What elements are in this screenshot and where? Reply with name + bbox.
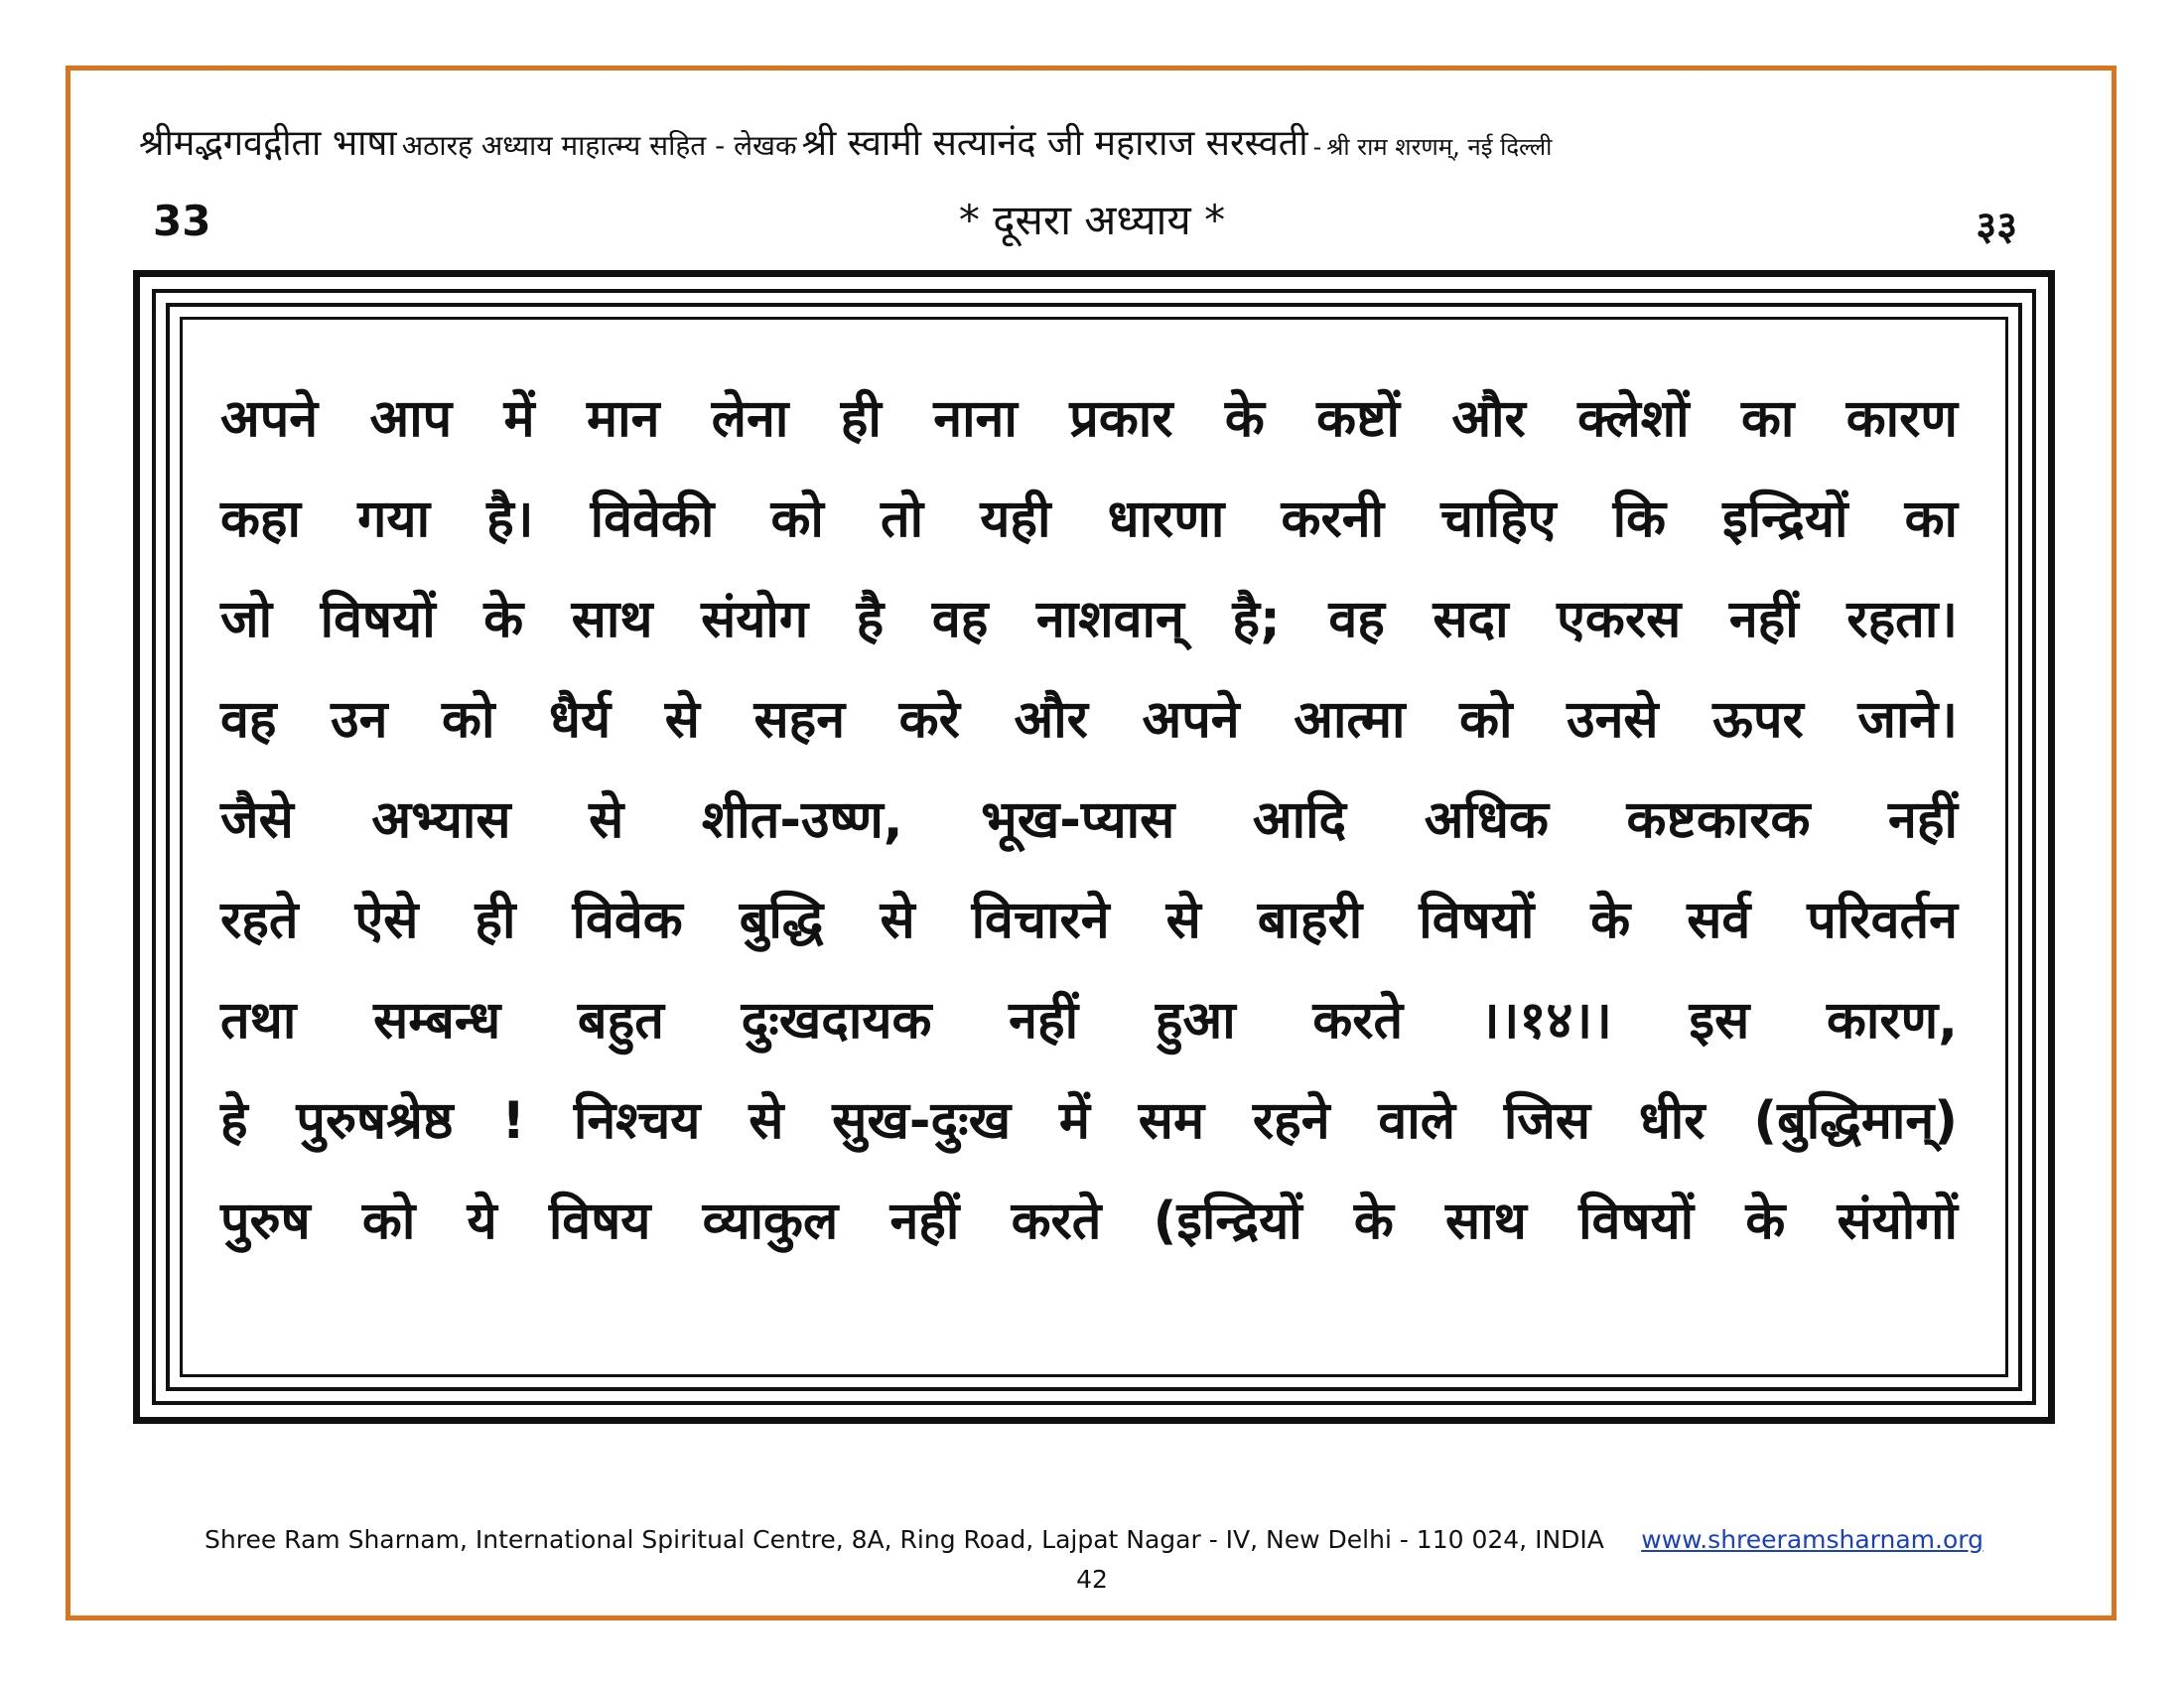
page-number-latin: 33 (153, 197, 211, 245)
text-line: वह उन को धैर्य से सहन करे और अपने आत्मा को उनसे ऊपर जाने। (220, 690, 1958, 750)
website-link[interactable]: www.shreeramsharnam.org (1641, 1525, 1983, 1554)
header-separator: - (1312, 133, 1322, 161)
text-line: जो विषयों के साथ संयोग है वह नाशवान् है; वह सदा एकरस नहीं रहता। (220, 590, 1958, 649)
text-line: पुरुष को ये विषय व्याकुल नहीं करते (इन्द्रियों के साथ विषयों के संयोगों (220, 1192, 1958, 1251)
text-line: तथा सम्बन्ध बहुत दुःखदायक नहीं हुआ करते ।।१४।। इस कारण, (220, 991, 1958, 1051)
footer-page-number: 42 (1076, 1565, 1108, 1594)
text-line: हे पुरुषश्रेष्ठ ! निश्चय से सुख-दुःख में सम रहने वाले जिस धीर (बुद्धिमान्) (220, 1091, 1958, 1151)
book-title: श्रीमद्भगवद्गीता भाषा (139, 123, 397, 164)
text-line: जैसे अभ्यास से शीत-उष्ण, भूख-प्यास आदि अधिक कष्टकारक नहीं (220, 790, 1958, 850)
text-line: कहा गया है। विवेकी को तो यही धारणा करनी चाहिए कि इन्द्रियों का (220, 490, 1958, 549)
body-text (220, 369, 1958, 1272)
chapter-heading: * दूसरा अध्याय * (958, 196, 1226, 244)
footer-address: Shree Ram Sharnam, International Spiritual Centre, 8A, Ring Road, Lajpat Nagar - IV, New Delhi - 110 024, INDIA (205, 1525, 1604, 1554)
book-subtitle: अठारह अध्याय माहात्म्य सहित - लेखक (401, 129, 797, 162)
text-line: अपने आप में मान लेना ही नाना प्रकार के कष्टों और क्लेशों का कारण (220, 389, 1958, 449)
page-number-devanagari: ३३ (1976, 204, 2017, 249)
text-line: रहते ऐसे ही विवेक बुद्धि से विचारने से बाहरी विषयों के सर्व परिवर्तन (220, 891, 1958, 950)
author-name: श्री स्वामी सत्यानंद जी महाराज सरस्वती (801, 123, 1308, 164)
publisher-name: श्री राम शरणम्, नई दिल्ली (1326, 133, 1553, 161)
document-header (139, 117, 2065, 166)
